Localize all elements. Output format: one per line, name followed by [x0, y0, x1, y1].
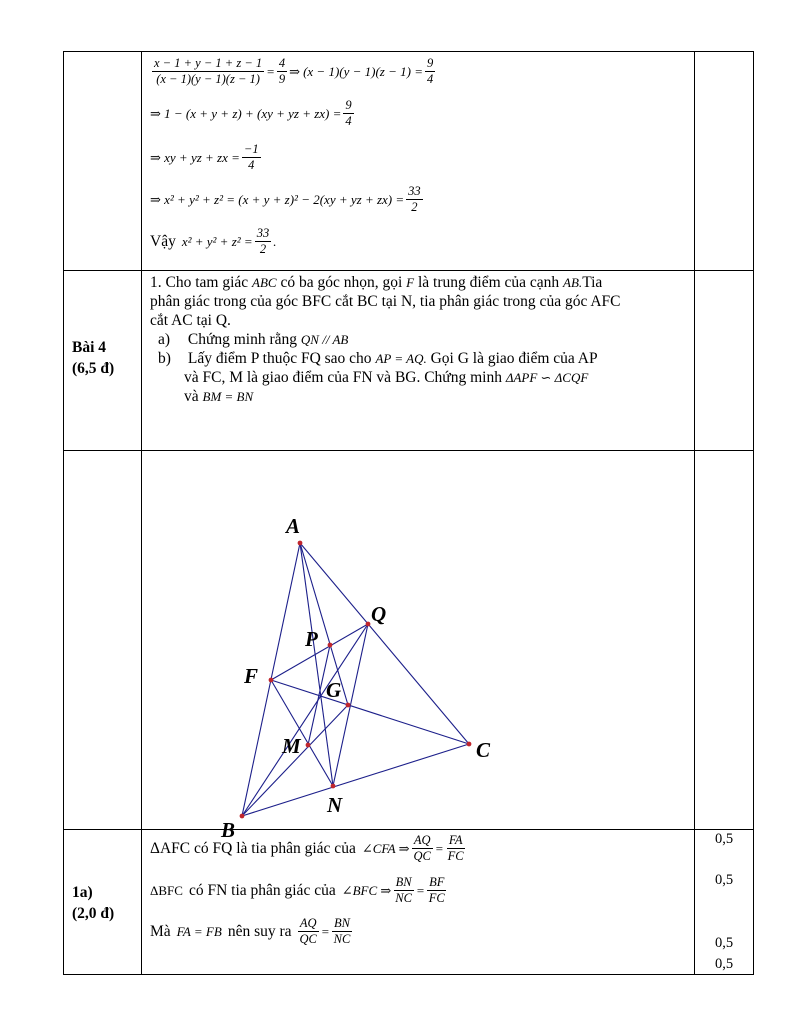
denominator: QC [413, 849, 431, 863]
math-inline: ABC [252, 275, 277, 290]
segment-FN [271, 680, 333, 786]
equals-sign: = [415, 882, 425, 898]
derivation-line-1 [150, 56, 437, 87]
text: Mà [150, 922, 171, 940]
fraction [277, 56, 287, 87]
text: có ba góc nhọn, gọi [280, 274, 403, 291]
text: 1. Cho tam giác [150, 274, 249, 291]
list-marker: a) [158, 331, 171, 348]
answer-table [63, 51, 754, 975]
denominator: 9 [278, 72, 286, 86]
text: Tia [582, 274, 603, 291]
part-b-line-2 [184, 368, 690, 387]
part-b-line-3 [184, 387, 690, 406]
derivation-line-2 [150, 98, 356, 129]
equals-sign: = [434, 840, 444, 856]
list-marker: b) [158, 350, 171, 367]
segment-QN [333, 624, 368, 786]
part-b [158, 349, 690, 368]
numerator: 4 [278, 56, 286, 70]
fraction [242, 142, 261, 173]
fraction [427, 875, 447, 906]
point-B [240, 814, 245, 819]
numerator: AQ [299, 916, 317, 930]
denominator: 2 [411, 200, 418, 214]
point-label-Q: Q [371, 602, 387, 626]
problem-points: (6,5 đ) [72, 360, 115, 377]
denominator: 4 [427, 72, 434, 86]
point-label-P: P [305, 627, 318, 651]
text: ΔAFC có FQ là tia phân giác của [150, 839, 356, 857]
figure-labels [220, 514, 491, 842]
problem-line-3: cắt AC tại Q. [150, 312, 231, 329]
fraction [412, 833, 433, 864]
numerator: 33 [256, 226, 270, 240]
fraction [393, 875, 414, 906]
math-inline: ∠CFA ⇒ [361, 840, 410, 856]
fraction [446, 833, 466, 864]
row-divider-1 [64, 270, 753, 271]
denominator: QC [299, 932, 317, 946]
denominator: NC [395, 891, 412, 905]
text: và FC, M là giao điểm của FN và BG. Chứng minh [184, 369, 502, 386]
numerator: FA [448, 833, 463, 847]
math-expression: (x − 1)(y − 1)(z − 1) = [303, 63, 423, 79]
text: có FN tia phân giác của [188, 881, 336, 899]
math-inline: AP = AQ. [375, 351, 427, 366]
numerator: AQ [413, 833, 431, 847]
point-label-F: F [244, 664, 259, 688]
equals-sign: = [266, 63, 275, 79]
problem-number: Bài 4 [72, 339, 107, 356]
math-expression: ⇒ xy + yz + zx = [150, 149, 240, 165]
conclusion-word: Vậy [150, 232, 176, 250]
point-N [331, 784, 336, 789]
solution-line-2 [150, 875, 449, 906]
text: Gọi G là giao điểm của AP [430, 350, 598, 367]
fraction [343, 98, 353, 129]
solution-line-3 [150, 916, 354, 947]
math-inline: QN // AB [300, 332, 349, 347]
fraction [255, 226, 272, 257]
numerator: 33 [408, 184, 421, 198]
fraction [425, 56, 435, 87]
numerator: BN [334, 916, 350, 930]
text: nên suy ra [227, 922, 292, 940]
problem-label [72, 337, 114, 379]
implies-arrow: ⇒ [289, 63, 301, 79]
math-inline: ΔAPF ∽ ΔCQF [505, 370, 589, 385]
score: 0,5 [715, 935, 734, 951]
point-label-G: G [326, 678, 342, 702]
solution-points: (2,0 đ) [72, 905, 115, 922]
segment-FC [271, 680, 469, 744]
segment-FQ [271, 624, 368, 680]
numerator: 9 [427, 56, 434, 70]
point-G [346, 703, 351, 708]
solution-label [72, 882, 114, 924]
denominator: (x − 1)(y − 1)(z − 1) [156, 72, 260, 86]
solution-line-1 [150, 833, 468, 864]
math-inline: F [406, 275, 415, 290]
text: và [184, 388, 199, 405]
math-expression: ⇒ 1 − (x + y + z) + (xy + yz + zx) = [150, 105, 342, 121]
point-label-B: B [221, 818, 236, 842]
denominator: NC [333, 932, 351, 946]
numerator: −1 [243, 142, 259, 156]
point-M [306, 743, 311, 748]
column-divider-2 [694, 52, 695, 974]
row-divider-3 [64, 829, 753, 830]
part-a [158, 330, 690, 349]
numerator: BF [429, 875, 445, 889]
figure-lines [242, 543, 469, 816]
text: là trung điểm của cạnh [418, 274, 560, 291]
text: Chứng minh rằng [187, 331, 298, 348]
segment-AC [300, 543, 469, 744]
problem-line-2: phân giác trong của góc BFC cắt BC tại N, tia phân giác trong của góc AFC [150, 293, 621, 310]
score: 0,5 [715, 956, 734, 972]
equals-sign: = [320, 923, 330, 939]
point-P [328, 643, 333, 648]
point-C [467, 742, 472, 747]
segment-BQ [242, 624, 368, 816]
solution-part: 1a) [72, 884, 93, 901]
denominator: 4 [248, 158, 255, 172]
fraction [298, 916, 319, 947]
numerator: x − 1 + y − 1 + z − 1 [154, 56, 263, 70]
point-F [269, 678, 274, 683]
denominator: 4 [345, 114, 352, 128]
fraction [332, 916, 353, 947]
math-inline: FA = FB [176, 923, 222, 939]
point-A [298, 541, 303, 546]
derivation-line-3 [150, 142, 263, 173]
score: 0,5 [715, 872, 734, 888]
numerator: BN [395, 875, 412, 889]
point-Q [366, 622, 371, 627]
point-label-A: A [286, 514, 301, 538]
period: . [273, 233, 277, 249]
point-label-M: M [282, 734, 301, 758]
math-inline: AB. [563, 275, 583, 290]
math-inline: BM = BN [202, 389, 254, 404]
point-label-C: C [476, 738, 491, 762]
fraction [406, 184, 423, 215]
derivation-line-4 [150, 184, 425, 215]
text: Lấy điểm P thuộc FQ sao cho [187, 350, 372, 367]
text: ΔBFC [150, 882, 183, 898]
point-label-N: N [327, 793, 343, 817]
score: 0,5 [715, 831, 734, 847]
denominator: FC [428, 891, 445, 905]
denominator: 2 [259, 242, 267, 256]
math-inline: ∠BFC ⇒ [341, 882, 392, 898]
math-expression: x² + y² + z² = [181, 233, 253, 249]
derivation-conclusion [150, 226, 276, 257]
numerator: 9 [345, 98, 352, 112]
denominator: FC [447, 849, 464, 863]
fraction [152, 56, 264, 87]
math-expression: ⇒ x² + y² + z² = (x + y + z)² − 2(xy + yz + zx) = [150, 191, 405, 207]
problem-statement [150, 273, 690, 406]
